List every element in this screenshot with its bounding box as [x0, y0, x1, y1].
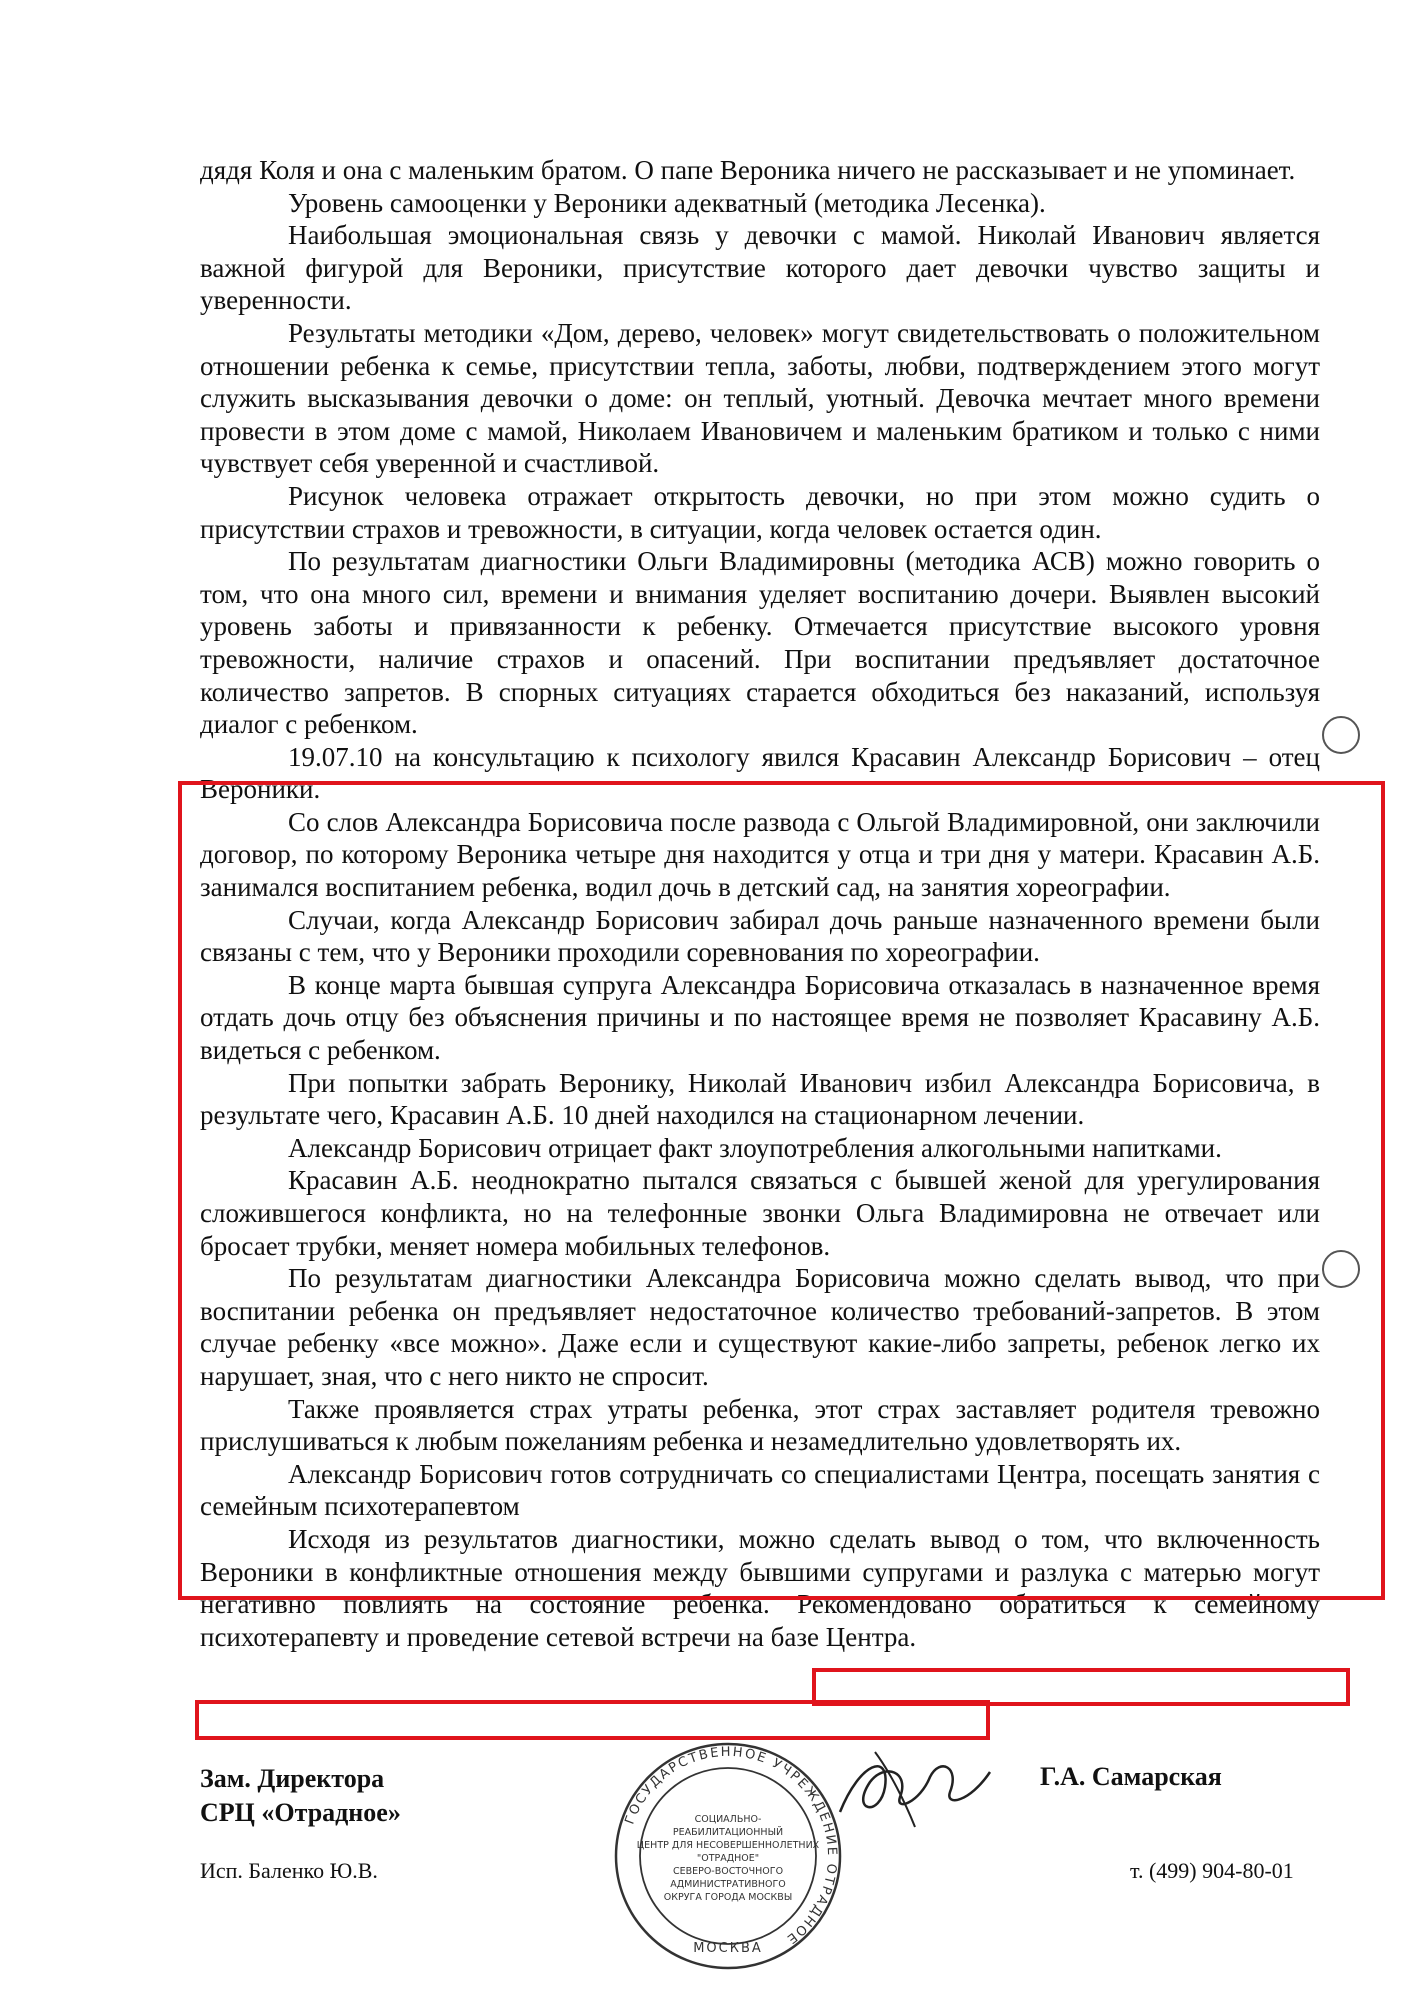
punch-hole-bottom — [1322, 1250, 1360, 1288]
signatory-position — [200, 1762, 401, 1830]
document-body — [200, 154, 1320, 1653]
paragraph: По результатам диагностики Александра Борисовича можно сделать вывод, что при воспитании ребенка он предъявляет недостаточное количество требований-запретов. В этом случае ребенку «все можно». Даже если и существуют какие-либо запреты, ребенок легко их нарушает, зная, что с него никто не спросит. — [200, 1263, 1320, 1391]
paragraph: Случаи, когда Александр Борисович забирал дочь раньше назначенного времени были связаны с тем, что у Вероники проходили соревнования по хореографии. — [200, 904, 1320, 968]
paragraph: Александр Борисович готов сотрудничать со специалистами Центра, посещать занятия с семейным психотерапевтом — [200, 1458, 1320, 1522]
paragraph: Александр Борисович отрицает факт злоупотребления алкогольными напитками. — [288, 1132, 1222, 1163]
paragraph: Наибольшая эмоциональная связь у девочки с мамой. Николай Иванович является важной фигурой для Вероники, присутствие которого дает девочки чувство защиты и уверенности. — [200, 220, 1320, 316]
stamp-inner-text — [637, 1814, 820, 1903]
paragraph: Рисунок человека отражает открытость девочки, но при этом можно судить о присутствии страхов и тревожности, в ситуации, когда человек остается один. — [200, 480, 1320, 544]
official-stamp — [612, 1740, 844, 1972]
paragraph: 19.07.10 на консультацию к психологу явился Красавин Александр Борисович – отец Вероники. — [200, 741, 1320, 805]
paragraph: Также проявляется страх утраты ребенка, этот страх заставляет родителя тревожно прислушиваться к любым пожеланиям ребенка и незамедлительно удовлетворять их. — [200, 1393, 1320, 1457]
signatory-position-line2: СРЦ «Отрадное» — [200, 1798, 401, 1827]
stamp-inner-line: СОЦИАЛЬНО- — [694, 1814, 762, 1825]
paragraph: Результаты методики «Дом, дерево, человек» могут свидетельствовать о положительном отношении ребенка к семье, присутствии тепла, заботы, любви, подтверждением этого могут служить высказывания девочки о доме: он теплый, уютный. Девочка мечтает много времени провести в этом доме с мамой, Николаем Ивановичем и маленьким братиком и только с ними чувствует себя уверенной и счастливой. — [200, 317, 1320, 479]
paragraph: дядя Коля и она с маленьким братом. О папе Вероника ничего не рассказывает и не упоминает. — [200, 155, 1296, 185]
stamp-outer-text: ГОСУДАРСТВЕННОЕ УЧРЕЖДЕНИЕ ОТРАДНОЕ — [622, 1744, 840, 1948]
highlight-box-recommendation-line1 — [812, 1668, 1350, 1706]
stamp-inner-line: ЦЕНТР ДЛЯ НЕСОВЕРШЕННОЛЕТНИХ — [636, 1840, 820, 1851]
paragraph: Со слов Александра Борисовича после развода с Ольгой Владимировной, они заключили договор, по которому Вероника четыре дня находится у отца и три дня у матери. Красавин А.Б. занимался воспитанием ребенка, водил дочь в детский сад, на занятия хореографии. — [200, 806, 1320, 903]
signatory-position-line1: Зам. Директора — [200, 1764, 385, 1793]
stamp-inner-line: "ОТРАДНОЕ" — [696, 1853, 760, 1864]
stamp-inner-line: АДМИНИСТРАТИВНОГО — [670, 1879, 786, 1890]
paragraph: При попытки забрать Веронику, Николай Иванович избил Александра Борисовича, в результате чего, Красавин А.Б. 10 дней находился на стационарном лечении. — [200, 1067, 1320, 1131]
paragraph: Исходя из результатов диагностики, можно сделать вывод о том, что включенность Вероники в конфликтные отношения между бывшими супругами и разлука с матерью могут негативно повлиять на состояние ребенка. Рекомендовано обратиться к семейному психотерапевту и проведение сетевой встречи на базе Центра. — [200, 1523, 1320, 1652]
paragraph: Уровень самооценки у Вероники адекватный (методика Лесенка). — [288, 187, 1046, 218]
stamp-city: МОСКВА — [693, 1941, 763, 1956]
stamp-inner-line: ОКРУГА ГОРОДА МОСКВЫ — [663, 1892, 793, 1903]
phone-number: т. (499) 904-80-01 — [1130, 1858, 1294, 1883]
punch-hole-top — [1322, 716, 1360, 754]
stamp-inner-line: СЕВЕРО-ВОСТОЧНОГО — [672, 1866, 784, 1877]
paragraph: Красавин А.Б. неоднократно пытался связаться с бывшей женой для урегулирования сложившегося конфликта, но на телефонные звонки Ольга Владимировна не отвечает или бросает трубки, меняет номера мобильных телефонов. — [200, 1165, 1320, 1261]
paragraph: В конце марта бывшая супруга Александра Борисовича отказалась в назначенное время отдать дочь отцу без объяснения причины и по настоящее время не позволяет Красавину А.Б. видеться с ребенком. — [200, 969, 1320, 1066]
handwritten-signature — [830, 1742, 1000, 1832]
signatory-name: Г.А. Самарская — [1040, 1762, 1222, 1791]
executor-name: Исп. Баленко Ю.В. — [200, 1858, 378, 1883]
highlight-box-recommendation-line2 — [195, 1700, 990, 1740]
paragraph: По результатам диагностики Ольги Владимировны (методика АСВ) можно говорить о том, что она много сил, времени и внимания уделяет воспитанию дочери. Выявлен высокий уровень заботы и привязанности к ребенку. Отмечается присутствие высокого уровня тревожности, наличие страхов и опасений. При воспитании предъявляет достаточное количество запретов. В спорных ситуациях старается обходиться без наказаний, используя диалог с ребенком. — [200, 546, 1320, 740]
stamp-inner-line: РЕАБИЛИТАЦИОННЫЙ — [672, 1827, 784, 1838]
